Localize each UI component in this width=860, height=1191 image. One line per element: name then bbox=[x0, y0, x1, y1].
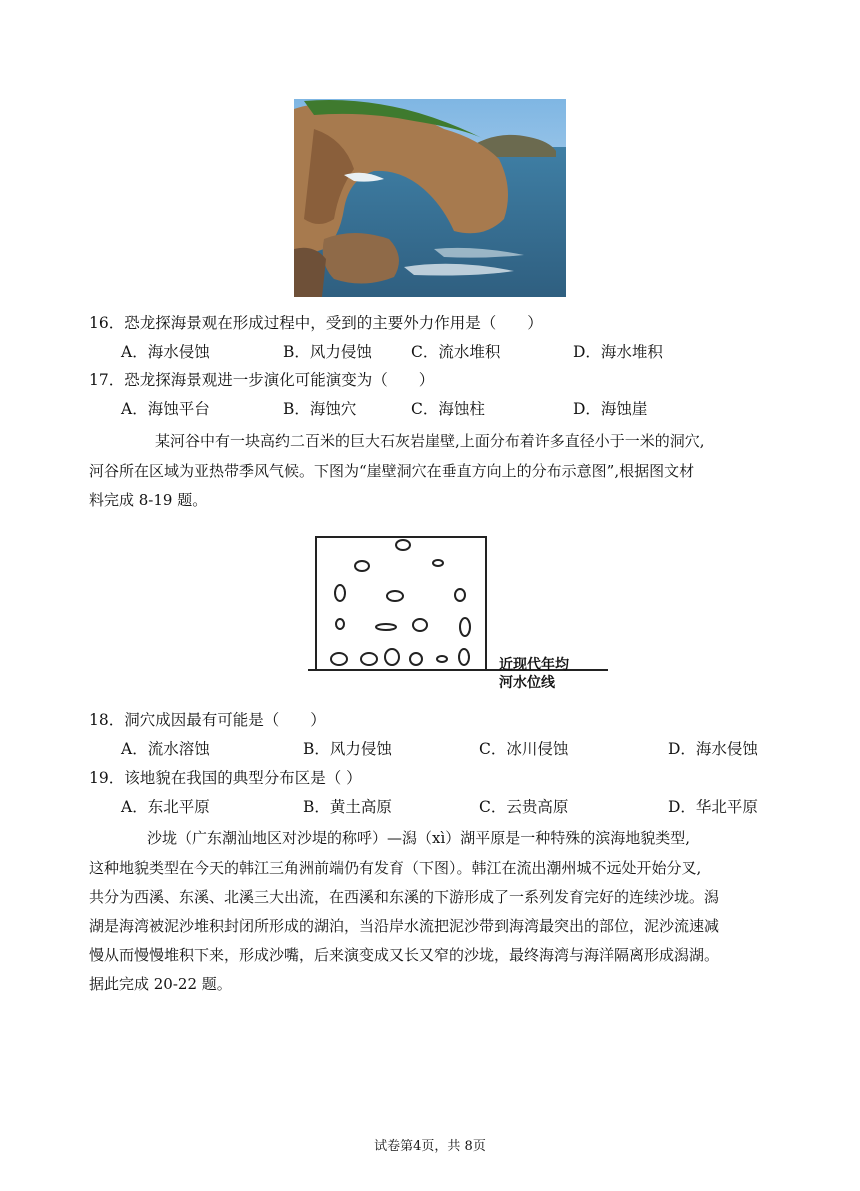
sea-arch-photo bbox=[294, 99, 566, 297]
q19-option-d: D．华北平原 bbox=[668, 798, 758, 816]
passage2-line4: 湖是海湾被泥沙堆积封闭所形成的湖泊，当沿岸水流把泥沙带到海湾最突出的部位，泥沙流速减 bbox=[89, 917, 720, 935]
passage2-line6: 据此完成 20-22 题。 bbox=[89, 975, 232, 993]
q16-option-b: B．风力侵蚀 bbox=[283, 343, 372, 361]
q17-option-d: D．海蚀崖 bbox=[573, 400, 648, 418]
q17-stem: 17．恐龙探海景观进一步演化可能演变为（ ） bbox=[89, 371, 435, 389]
passage2-line2: 这种地貌类型在今天的韩江三角洲前端仍有发育（下图）。韩江在流出潮州城不远处开始分叉, bbox=[89, 859, 702, 877]
q19-stem: 19．该地貌在我国的典型分布区是（ ） bbox=[89, 769, 362, 787]
diagram-label-line2: 河水位线 bbox=[499, 675, 555, 691]
q18-option-c: C．冰川侵蚀 bbox=[479, 740, 569, 758]
passage1-line2: 河谷所在区域为亚热带季风气候。下图为“崖壁洞穴在垂直方向上的分布示意图”,根据图文材 bbox=[89, 462, 695, 480]
q17-option-c: C．海蚀柱 bbox=[411, 400, 485, 418]
page-footer: 试卷第4页，共 8页 bbox=[374, 1139, 486, 1154]
q18-option-a: A．流水溶蚀 bbox=[121, 740, 210, 758]
q19-option-c: C．云贵高原 bbox=[479, 798, 569, 816]
q16-stem: 16．恐龙探海景观在形成过程中，受到的主要外力作用是（ ） bbox=[89, 314, 543, 332]
passage2-line1: 沙垅（广东潮汕地区对沙堤的称呼）—潟（xì）湖平原是一种特殊的滨海地貌类型, bbox=[147, 829, 691, 847]
passage1-line3: 料完成 8-19 题。 bbox=[89, 491, 208, 509]
q17-option-a: A．海蚀平台 bbox=[121, 400, 210, 418]
q18-option-d: D．海水侵蚀 bbox=[668, 740, 758, 758]
passage2-line5: 慢从而慢慢堆积下来，形成沙嘴，后来演变成又长又窄的沙垅，最终海湾与海洋隔离形成潟湖。 bbox=[89, 946, 720, 964]
q19-option-b: B．黄土高原 bbox=[303, 798, 392, 816]
diagram-label-line1: 近现代年均 bbox=[499, 657, 569, 673]
q16-option-d: D．海水堆积 bbox=[573, 343, 663, 361]
q16-option-c: C．流水堆积 bbox=[411, 343, 501, 361]
passage2-line3: 共分为西溪、东溪、北溪三大出流，在西溪和东溪的下游形成了一系列发育完好的连续沙垅。潟 bbox=[89, 888, 720, 906]
cliff-cave-diagram bbox=[308, 532, 608, 692]
passage1-line1: 某河谷中有一块高约二百米的巨大石灰岩崖壁,上面分布着许多直径小于一米的洞穴, bbox=[155, 432, 705, 450]
q18-stem: 18．洞穴成因最有可能是（ ） bbox=[89, 711, 326, 729]
q19-option-a: A．东北平原 bbox=[121, 798, 210, 816]
q17-option-b: B．海蚀穴 bbox=[283, 400, 357, 418]
q16-option-a: A．海水侵蚀 bbox=[121, 343, 210, 361]
q18-option-b: B．风力侵蚀 bbox=[303, 740, 392, 758]
